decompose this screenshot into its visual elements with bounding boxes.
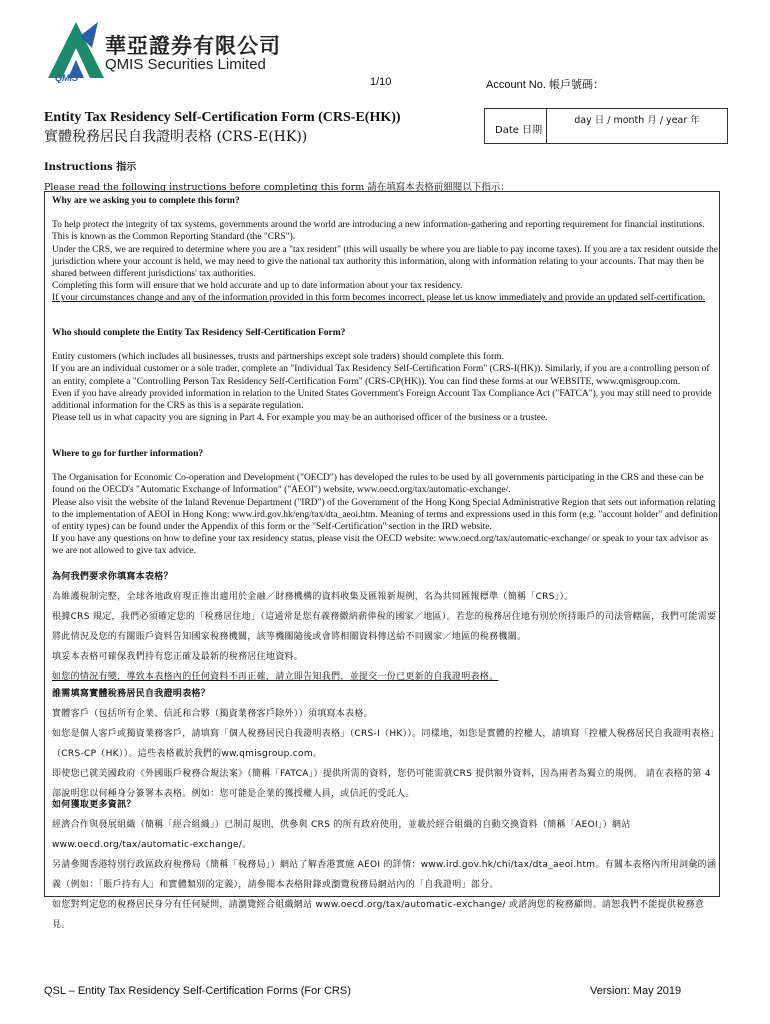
paragraph: Please tell us in what capacity you are signing in Part 4. For example you may be an authorised officer of the business or a trustee. <box>52 413 548 424</box>
section-who-zh <box>52 684 720 804</box>
paragraph: Under the CRS, we are required to determine where you are a "tax resident" (this will usually be where you are liable to pay income taxes). If you are a tax resident outside the jurisdiction where your account is held, we may need to give the national tax authority this information, along with information relating to your accounts. That may then be shared between different jurisdictions' tax authorities. <box>52 244 718 280</box>
paragraph: 另請參閱香港特別行政區政府稅務局（簡稱「稅務局」）網站了解香港實施 AEOI 的詳情：www.ird.gov.hk/chi/tax/dta_aeoi.htm。有關本表格內所用詞彙的涵義（例如：「賬戶持有人」和實體類別的定義），請參閱本表格附錄或瀏覽稅務局網站內的「自我證明」部分。 <box>52 860 717 890</box>
paragraph: Even if you have already provided information in relation to the United States Government's Foreign Account Tax Compliance Act ("FATCA"), you may still need to provide additional information for the CRS as this is a separate regulation. <box>52 388 712 412</box>
paragraph: 實體客戶（包括所有企業、信託和合夥（獨資業務客戶除外））須填寫本表格。 <box>52 709 374 719</box>
paragraph: 根據CRS 規定，我們必須確定您的「稅務居住地」（這通常是您有義務繳納薪俸稅的國家／地區）。若您的稅務居住地有別於所持賬戶的司法管轄區，我們可能需要將此情況及您的有關賬戶資料告知國家稅務機關，該等機關隨後或會將相關資料傳送給不同國家／地區的稅務機關。 <box>52 612 717 642</box>
section-why-en <box>52 195 720 305</box>
footer-form-name: QSL – Entity Tax Residency Self-Certification Forms (For CRS) <box>44 985 351 997</box>
paragraph: If you are an individual customer or a sole trader, complete an "Individual Tax Residency Self-Certification Form" (CRS-I(HK)). Similarly, if you are a controlling person of an entity, complete a "Controlling Person Tax Residency Self-Certification Form" (CRS-CP(HK)). You can find these forms at our WEBSITE, www.qmisgroup.com. <box>52 364 710 387</box>
section-heading: 誰需填寫實體稅務居民自我證明表格？ <box>52 689 211 699</box>
paragraph: 如您對判定您的稅務居民身分有任何疑問，請瀏覽經合組織網站 www.oecd.org/tax/automatic-exchange/ 或諮詢您的稅務顧問。請恕我們不能提供稅務意見。 <box>52 900 705 930</box>
paragraph: 為維護稅制完整，全球各地政府現正推出適用於金融／財務機構的資料收集及匯報新規例，名為共同匯報標準（簡稱「CRS」）。 <box>52 592 574 602</box>
paragraph: 經濟合作與發展組織（簡稱「經合組織」）已制訂規則，供參與 CRS 的所有政府使用，並載於經合組織的自動交換資料（簡稱「AEOI」）網站 www.oecd.org/tax/automatic-exchange/。 <box>52 820 631 850</box>
form-title-chinese: 實體稅務居民自我證明表格 (CRS-E(HK)) <box>44 129 308 145</box>
paragraph: Entity customers (which includes all businesses, trusts and partnerships except sole traders) should complete this form. <box>52 352 504 363</box>
section-heading: 如何獲取更多資訊？ <box>52 800 136 810</box>
paragraph: If you have any questions on how to define your tax residency status, please visit the OECD website: www.oecd.org/tax/automatic-exchange/ or speak to your tax advisor as we are not allowed to give tax advice. <box>52 534 709 557</box>
date-field[interactable] <box>484 108 728 144</box>
instructions-intro: Please read the following instructions before completing this form 請在填寫本表格前細閱以下指示： <box>44 182 510 193</box>
company-name-chinese: 華亞證券有限公司 <box>105 34 281 58</box>
section-heading: 為何我們要求你填寫本表格？ <box>52 572 173 582</box>
section-where-zh <box>52 795 720 935</box>
section-where-en <box>52 448 720 558</box>
account-number-label: Account No. 帳戶號碼： <box>486 79 604 91</box>
paragraph-underlined: If your circumstances change and any of the information provided in this form becomes incorrect, please let us know immediately and provide an updated self-certification. <box>52 293 706 304</box>
section-heading: Where to go for further information? <box>52 449 204 459</box>
paragraph: 填妥本表格可確保我們持有您正確及最新的稅務居住地資料。 <box>52 652 304 662</box>
section-heading: Who should complete the Entity Tax Residency Self-Certification Form? <box>52 328 346 338</box>
paragraph-underlined: 如您的情況有變，導致本表格內的任何資料不再正確，請立即告知我們，並提交一份已更新的自我證明表格。 <box>52 672 499 682</box>
footer-version: Version: May 2019 <box>590 985 682 997</box>
paragraph: To help protect the integrity of tax systems, governments around the world are introducing a new information-gathering and reporting requirement for financial institutions. This is known as the Common Reporting Standard (the "CRS"). <box>52 220 705 243</box>
paragraph: Completing this form will ensure that we hold accurate and up to date information about your tax residency. <box>52 281 463 292</box>
date-format-hint: day 日 / month 月 / year 年 <box>574 115 700 126</box>
section-why-zh <box>52 567 720 687</box>
section-heading: Why are we asking you to complete this form? <box>52 196 240 206</box>
instructions-heading: Instructions 指示 <box>44 162 137 173</box>
date-label: Date 日期 <box>495 125 543 136</box>
paragraph: Please also visit the website of the Inland Revenue Department ("IRD") of the Government of the Hong Kong Special Administrative Region that sets out information relating to the implementation of AEOI in Hong Kong: www.ird.gov.hk/eng/tax/dta_aeoi.htm. Meaning of terms and expressions used in this form (e.g. "account holder" and definition of entity types) can be found under the Appendix of this form or the "Self-Certification" section in the IRD website. <box>52 497 718 533</box>
paragraph: The Organisation for Economic Co-operation and Development ("OECD") has developed the rules to be used by all governments participating in the CRS and these can be found on the OECD's "Automatic Exchange of Information" ("AEOI") website, www.oecd.org/tax/automatic-exchange/. <box>52 473 704 496</box>
paragraph: 如您是個人客戶或獨資業務客戶，請填寫「個人稅務居民自我證明表格」（CRS-I（HK））。同樣地，如您是實體的控權人，請填寫「控權人稅務居民自我證明表格」（CRS-CP（HK））。這些表格載於我們的ww.qmisgroup.com。 <box>52 729 720 759</box>
company-name-english: QMIS Securities Limited <box>105 56 266 73</box>
page-number: 1/10 <box>370 76 392 88</box>
logo-wordmark: QMIS <box>55 73 79 83</box>
form-title-english: Entity Tax Residency Self-Certification Form (CRS-E(HK)) <box>44 110 401 125</box>
section-who-en <box>52 327 720 424</box>
paragraph: 即使您已就美國政府《外國賬戶稅務合規法案》（簡稱「FATCA」）提供所需的資料，您仍可能需就CRS 提供額外資料，因為兩者為獨立的規例。 請在表格的第 4 部說明您以何種身分簽署本表格。例如：您可能是企業的獲授權人員，或信託的受託人。 <box>52 769 711 799</box>
